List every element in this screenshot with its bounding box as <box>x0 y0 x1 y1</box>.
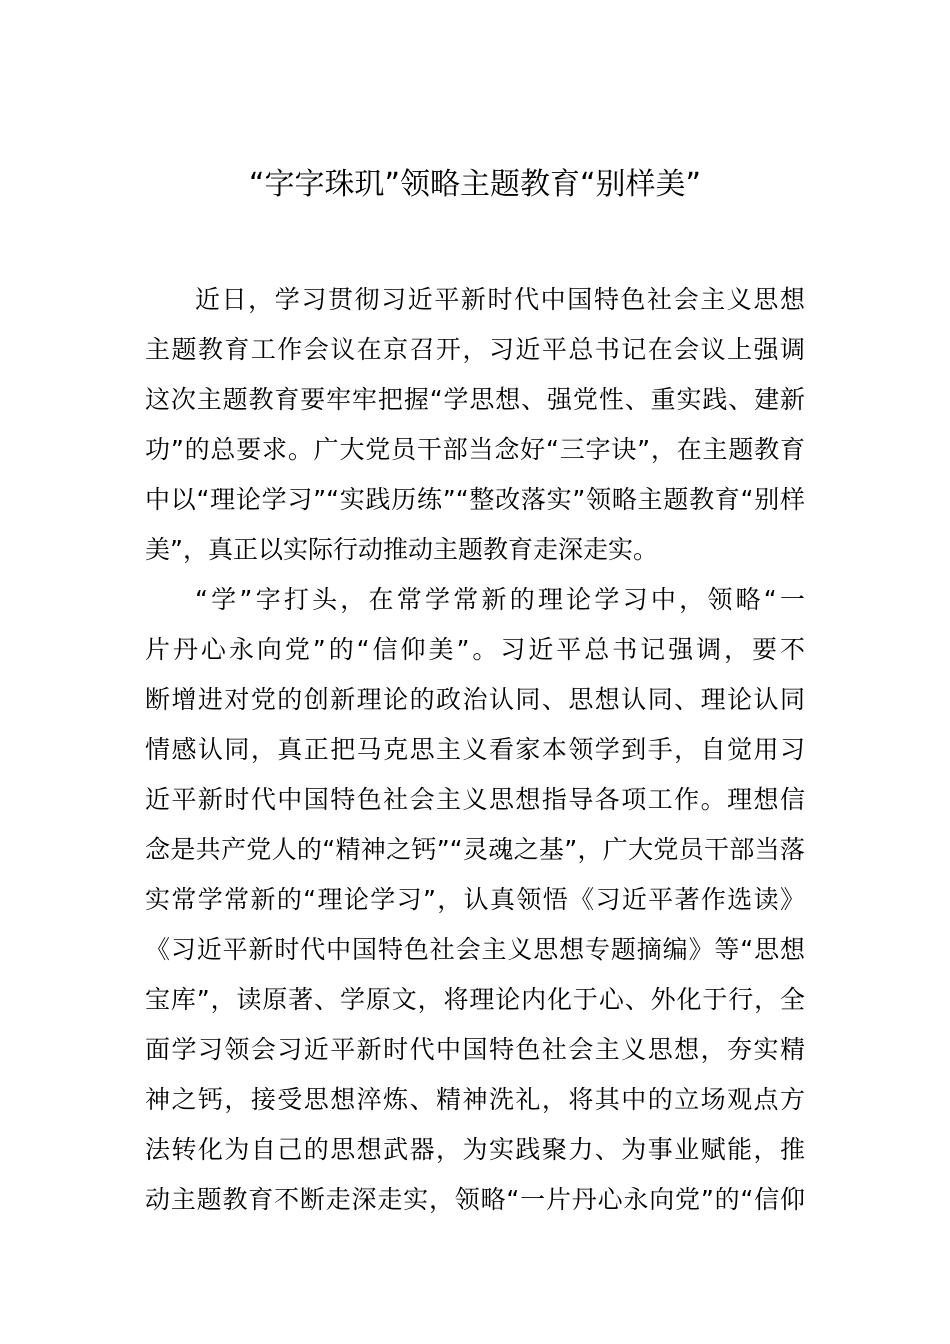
text-line: 法转化为自己的思想武器，为实践聚力、为事业赋能，推 <box>145 1135 805 1164</box>
text-line: 断增进对党的创新理论的政治认同、思想认同、理论认同 <box>145 685 805 714</box>
text-line: 这次主题教育要牢牢把握“学思想、强党性、重实践、建新 <box>145 385 805 414</box>
text-line: 《习近平新时代中国特色社会主义思想专题摘编》等“思想 <box>145 935 805 964</box>
text-line: 近平新时代中国特色社会主义思想指导各项工作。理想信 <box>145 785 805 814</box>
text-line: 情感认同，真正把马克思主义看家本领学到手，自觉用习 <box>145 735 805 764</box>
text-line: 神之钙，接受思想淬炼、精神洗礼，将其中的立场观点方 <box>145 1085 805 1114</box>
text-line: 中以“理论学习”“实践历练”“整改落实”领略主题教育“别样 <box>145 485 805 514</box>
text-line: 动主题教育不断走深走实，领略“一片丹心永向党”的“信仰 <box>145 1185 805 1214</box>
text-line: “学”字打头，在常学常新的理论学习中，领略“一 <box>195 585 805 614</box>
document-title: “字字珠玑”领略主题教育“别样美” <box>248 167 702 202</box>
text-line: 实常学常新的“理论学习”，认真领悟《习近平著作选读》 <box>145 885 805 914</box>
paragraph-2 <box>145 575 805 1225</box>
document-body <box>145 275 805 1225</box>
text-line: 美”，真正以实际行动推动主题教育走深走实。 <box>145 535 658 564</box>
text-line: 功”的总要求。广大党员干部当念好“三字诀”，在主题教育 <box>145 435 805 464</box>
text-line: 近日，学习贯彻习近平新时代中国特色社会主义思想 <box>195 285 805 314</box>
paragraph-1 <box>145 275 805 575</box>
text-line: 片丹心永向党”的“信仰美”。习近平总书记强调，要不 <box>145 635 805 664</box>
text-line: 念是共产党人的“精神之钙”“灵魂之基”，广大党员干部当落 <box>145 835 805 864</box>
text-line: 面学习领会习近平新时代中国特色社会主义思想，夯实精 <box>145 1035 805 1064</box>
text-line: 主题教育工作会议在京召开，习近平总书记在会议上强调 <box>145 335 805 364</box>
text-line: 宝库”，读原著、学原文，将理论内化于心、外化于行，全 <box>145 985 805 1014</box>
